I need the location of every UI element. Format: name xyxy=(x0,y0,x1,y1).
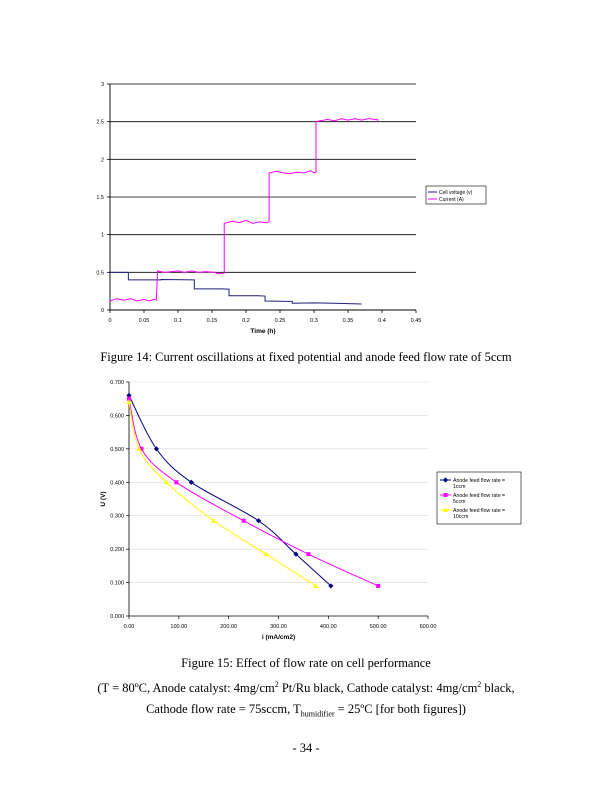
chart1-x-tick-label: 0.2 xyxy=(242,318,250,324)
figure-15-caption-cathode: Cathode flow rate = 75sccm, $T_{humidifier}$ = 25ºC [for both figures]) xyxy=(146,702,466,719)
chart2-x-tick-label: 300.00 xyxy=(270,624,287,630)
chart2-y-tick-label: 0.200 xyxy=(110,547,124,554)
chart2-series-line-2 xyxy=(129,399,378,586)
chart1-series-line-1 xyxy=(110,272,362,304)
chart2-legend-label: Anode feed flow rate = 5ccm xyxy=(453,493,506,505)
chart1-x-tick-label: 0.05 xyxy=(138,318,150,324)
chart1-legend-label: Cell voltage (v) xyxy=(439,190,473,196)
chart2-series-line-3 xyxy=(129,402,316,586)
chart2-x-tick-label: 0.00 xyxy=(123,624,135,630)
chart1-y-tick-label: 1 xyxy=(100,232,104,239)
chart2-data-point xyxy=(174,480,178,484)
chart2-series-line-1 xyxy=(129,395,331,586)
chart2-y-tick-label: 0.000 xyxy=(110,614,124,620)
chart1-x-axis-label: Time (h) xyxy=(250,328,276,335)
chart1-x-tick-label: 0.35 xyxy=(342,318,354,324)
chart2-legend-marker xyxy=(444,493,448,497)
chart1-y-tick-label: 0 xyxy=(100,308,104,314)
chart2-x-tick-label: 400.00 xyxy=(319,624,337,630)
chart1-x-tick-label: 0.3 xyxy=(310,318,318,324)
chart1-series-line-2 xyxy=(110,119,379,301)
chart2-data-point xyxy=(313,583,318,588)
chart1-x-tick-label: 0.15 xyxy=(206,318,218,324)
chart1-y-tick-label: 2.5 xyxy=(96,119,104,126)
chart2-y-tick-label: 0.400 xyxy=(110,480,124,487)
chart2-y-tick-label: 0.700 xyxy=(110,380,124,386)
figure-14-caption: Figure 14: Current oscillations at fixed potential and anode feed flow rate of 5ccm xyxy=(100,350,512,364)
chart2-x-axis-label: i (mA/cm2) xyxy=(261,634,296,641)
chart2-x-tick-label: 200.00 xyxy=(220,624,238,630)
page-number: - 34 - xyxy=(292,741,320,755)
chart1-x-tick-label: 0.4 xyxy=(378,318,386,324)
chart2-legend-label: Anode feed flow rate = 10ccm xyxy=(453,508,506,520)
chart2-x-tick-label: 100.00 xyxy=(170,624,188,630)
chart1-x-tick-label: 0.25 xyxy=(274,318,286,324)
chart1-y-tick-label: 3 xyxy=(100,82,104,88)
chart2-data-point xyxy=(376,584,380,588)
chart2-y-tick-label: 0.500 xyxy=(110,446,124,453)
chart1-legend-label: Current (A) xyxy=(439,197,464,203)
chart2-y-tick-label: 0.300 xyxy=(110,513,124,520)
chart1-x-tick-label: 0 xyxy=(108,318,112,324)
chart2-x-tick-label: 500.00 xyxy=(369,624,387,630)
chart2-y-axis-label: U (V) xyxy=(100,491,107,507)
figure-15-caption-title: Figure 15: Effect of flow rate on cell performance xyxy=(181,656,431,670)
chart2-y-tick-label: 0.100 xyxy=(110,580,124,587)
chart1-y-tick-label: 2 xyxy=(100,157,104,164)
chart2-data-point xyxy=(263,552,268,557)
chart2-y-tick-label: 0.600 xyxy=(110,413,124,420)
chart2-x-tick-label: 600.00 xyxy=(419,624,437,630)
chart2-data-point xyxy=(242,519,246,523)
chart1-y-tick-label: 1.5 xyxy=(96,195,104,201)
figure-15-caption-conditions: (T = 80ºC, Anode catalyst: $4mg/cm^2$ Pt/Ru black, Cathode catalyst: $4mg/cm^2$ black, xyxy=(97,680,515,696)
chart1-x-tick-label: 0.45 xyxy=(410,318,422,324)
chart2-legend-label: Anode feed flow rate = 1ccm xyxy=(453,478,506,490)
chart1-y-tick-label: 0.5 xyxy=(96,270,104,277)
chart2-data-point xyxy=(306,552,310,556)
chart1-x-tick-label: 0.1 xyxy=(174,318,182,324)
